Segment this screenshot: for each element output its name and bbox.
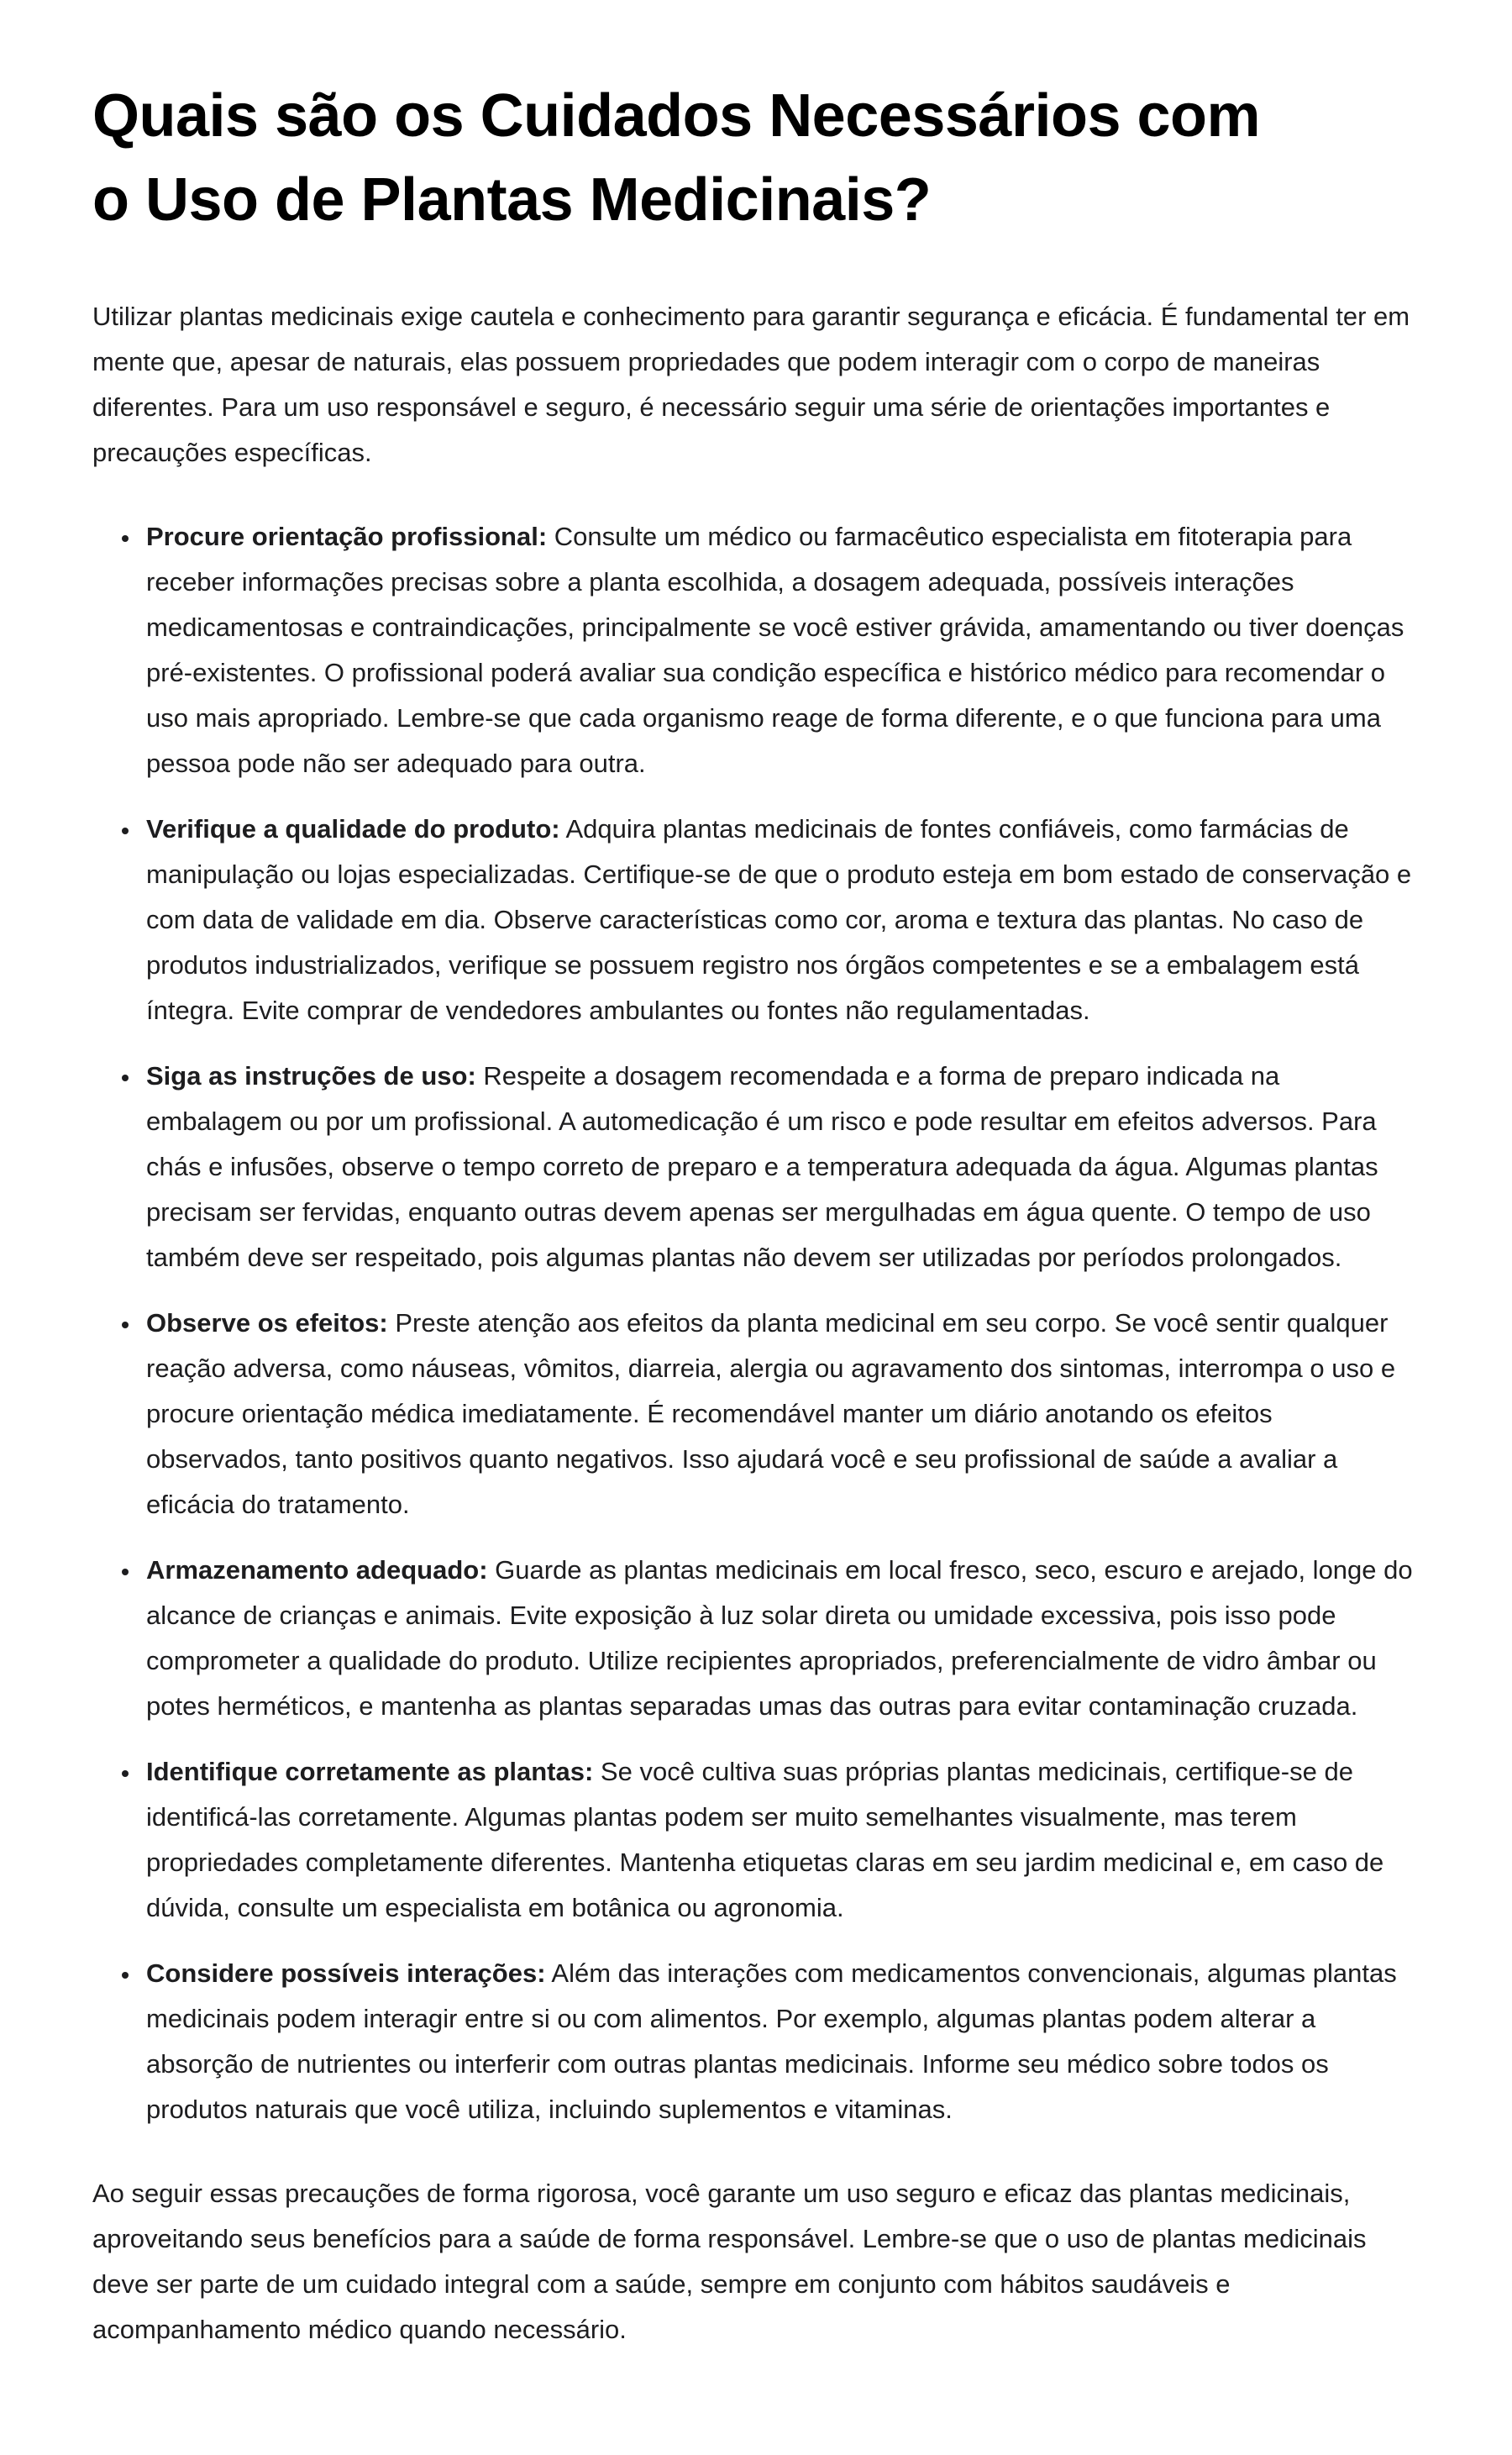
item-text: Preste atenção aos efeitos da planta medicinal em seu corpo. Se você sentir qualquer reação adversa, como náuseas, vômitos, diarreia, alergia ou agravamento dos sintomas, interrompa o uso e procure orientação médica imediatamente. É recomendável manter um diário anotando os efeitos observados, tanto positivos quanto negativos. Isso ajudará você e seu profissional de saúde a avaliar a eficácia do tratamento.	[146, 1308, 1396, 1519]
list-item	[141, 1951, 1420, 2132]
item-text: Consulte um médico ou farmacêutico especialista em fitoterapia para receber informações precisas sobre a planta escolhida, a dosagem adequada, possíveis interações medicamentosas e contraindicações, principalmente se você estiver grávida, amamentando ou tiver doenças pré-existentes. O profissional poderá avaliar sua condição específica e histórico médico para recomendar o uso mais apropriado. Lembre-se que cada organismo reage de forma diferente, e o que funciona para uma pessoa pode não ser adequado para outra.	[146, 522, 1404, 778]
list-item	[141, 1054, 1420, 1280]
list-item	[141, 514, 1420, 786]
page-title-line-1: Quais são os Cuidados Necessários com	[92, 82, 1261, 150]
care-list	[92, 514, 1420, 2132]
item-text: Além das interações com medicamentos convencionais, algumas plantas medicinais podem interagir entre si ou com alimentos. Por exemplo, algumas plantas podem alterar a absorção de nutrientes ou interferir com outras plantas medicinais. Informe seu médico sobre todos os produtos naturais que você utiliza, incluindo suplementos e vitaminas.	[146, 1958, 1397, 2124]
item-label: Armazenamento adequado:	[146, 1555, 488, 1585]
page-title	[92, 74, 1420, 242]
item-label: Siga as instruções de uso:	[146, 1061, 476, 1091]
intro-paragraph: Utilizar plantas medicinais exige cautela e conhecimento para garantir segurança e eficácia. É fundamental ter em mente que, apesar de naturais, elas possuem propriedades que podem interagir com o corpo de maneiras diferentes. Para um uso responsável e seguro, é necessário seguir uma série de orientações importantes e precauções específicas.	[92, 302, 1410, 467]
item-text: Se você cultiva suas próprias plantas medicinais, certifique-se de identificá-las corretamente. Algumas plantas podem ser muito semelhantes visualmente, mas terem propriedades completamente diferentes. Mantenha etiquetas claras em seu jardim medicinal e, em caso de dúvida, consulte um especialista em botânica ou agronomia.	[146, 1757, 1384, 1922]
item-text: Respeite a dosagem recomendada e a forma de preparo indicada na embalagem ou por um profissional. A automedicação é um risco e pode resultar em efeitos adversos. Para chás e infusões, observe o tempo correto de preparo e a temperatura adequada da água. Algumas plantas precisam ser fervidas, enquanto outras devem apenas ser mergulhadas em água quente. O tempo de uso também deve ser respeitado, pois algumas plantas não devem ser utilizadas por períodos prolongados.	[146, 1061, 1378, 1272]
item-label: Procure orientação profissional:	[146, 522, 548, 551]
item-label: Observe os efeitos:	[146, 1308, 388, 1338]
page-title-line-2: o Uso de Plantas Medicinais?	[92, 166, 932, 234]
item-label: Verifique a qualidade do produto:	[146, 814, 560, 844]
list-item	[141, 807, 1420, 1033]
item-text: Adquira plantas medicinais de fontes confiáveis, como farmácias de manipulação ou lojas especializadas. Certifique-se de que o produto esteja em bom estado de conservação e com data de validade em dia. Observe características como cor, aroma e textura das plantas. No caso de produtos industrializados, verifique se possuem registro nos órgãos competentes e se a embalagem está íntegra. Evite comprar de vendedores ambulantes ou fontes não regulamentadas.	[146, 814, 1412, 1025]
list-item	[141, 1749, 1420, 1931]
closing-paragraph: Ao seguir essas precauções de forma rigorosa, você garante um uso seguro e eficaz das plantas medicinais, aproveitando seus benefícios para a saúde de forma responsável. Lembre-se que o uso de plantas medicinais deve ser parte de um cuidado integral com a saúde, sempre em conjunto com hábitos saudáveis e acompanhamento médico quando necessário.	[92, 2179, 1367, 2344]
item-label: Considere possíveis interações:	[146, 1958, 546, 1988]
list-item	[141, 1548, 1420, 1729]
list-item	[141, 1301, 1420, 1527]
item-text: Guarde as plantas medicinais em local fresco, seco, escuro e arejado, longe do alcance de crianças e animais. Evite exposição à luz solar direta ou umidade excessiva, pois isso pode comprometer a qualidade do produto. Utilize recipientes apropriados, preferencialmente de vidro âmbar ou potes herméticos, e mantenha as plantas separadas umas das outras para evitar contaminação cruzada.	[146, 1555, 1413, 1721]
item-label: Identifique corretamente as plantas:	[146, 1757, 594, 1786]
